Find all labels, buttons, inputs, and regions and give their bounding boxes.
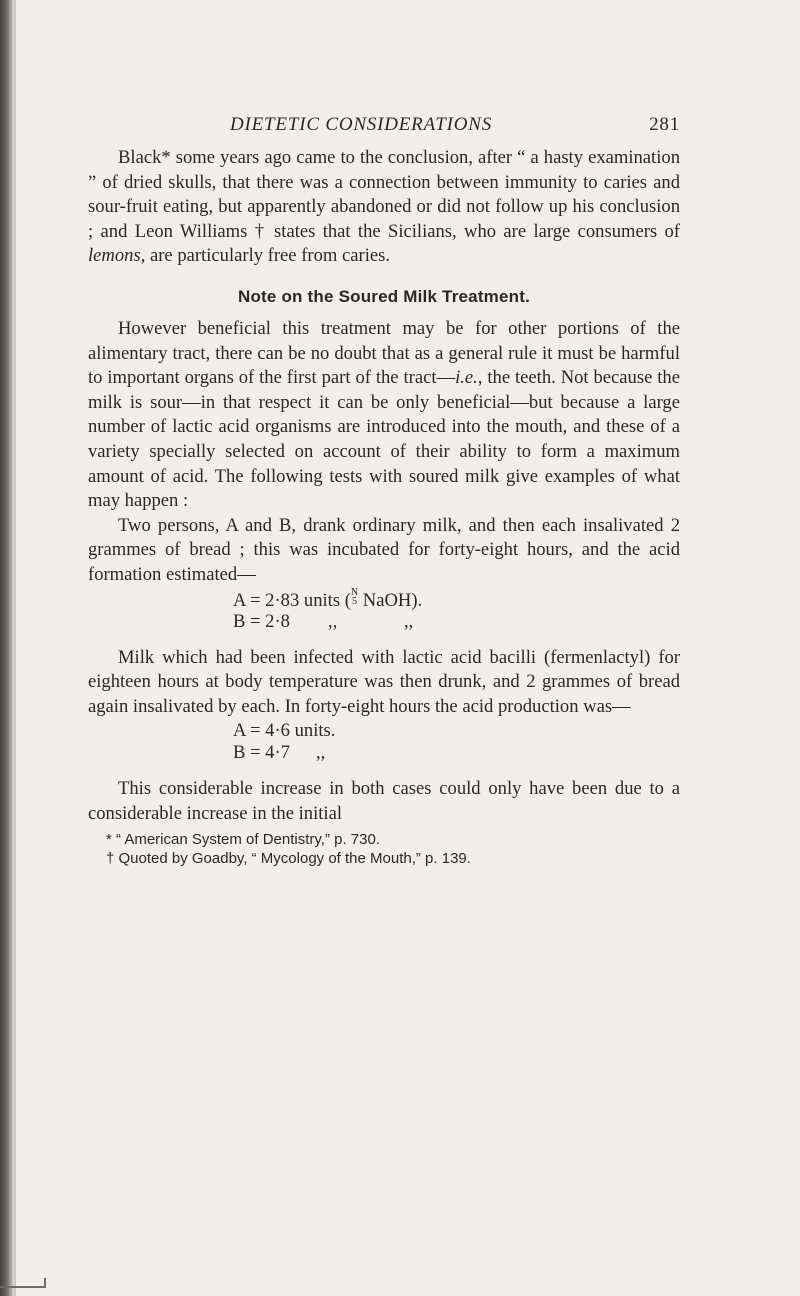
fraction-denominator: 5 [352,595,358,607]
book-page [88,114,680,868]
ditto-mark: ,, [404,610,414,632]
formula-ordinary-milk [88,588,680,636]
paragraph-text-end: the teeth. Not because the milk is sour—in that respect it can be only beneficial—but because a large number of lactic acid organisms are introduced into the mouth, and these of a variety specially selected on account of their ability to form a maximum amount of acid. The following tests with soured milk give examples of what may happen : [88,367,680,512]
formula-line-b: B = 2·8 [233,610,290,632]
footnote-asterisk: * “ American System of Dentistry,” p. 730. [106,831,380,849]
emphasis-ie: i.e., [455,367,483,389]
paragraph-text: Black* some years ago came to the conclusion, after “ a hasty examination ” of dried skulls, that there was a connection between immunity to caries and sour-fruit eating, but apparently abandoned or did not follow up his conclusion ; and Leon Williams † states that the Sicilians, who are large consumers of [88,147,680,242]
fraction-numerator: N [350,586,359,598]
paragraph-soured-milk [88,317,680,514]
emphasis-lemons: lemons [88,245,141,267]
scan-corner-tick [44,1278,46,1288]
paragraph-considerable-increase: This considerable increase in both cases could only have been due to a considerable increase in the initial [88,778,680,824]
paragraph-text: However beneficial this treatment may be for other portions of the alimentary tract, there can be no doubt that as a general rule it must be harmful to important organs of the first part of the tract— [88,317,680,389]
ditto-mark: ,, [316,742,326,764]
formula-line-b: B = 4·7 [233,742,290,764]
formula-a-value: A = 2·83 units ( [233,589,351,611]
scan-corner-mark [0,1286,44,1288]
formula-soured-milk [88,719,680,767]
ditto-mark: ,, [328,610,338,632]
running-head-title: DIETETIC CONSIDERATIONS [230,114,493,135]
page-number: 281 [649,114,680,135]
paragraph-infected-milk: Milk which had been infected with lactic acid bacilli (fermenlactyl) for eighteen hours at body temperature was then drunk, and 2 grammes of bread again insalivated by each. In forty-eight hours the acid production was— [88,646,680,717]
formula-line-a: A = 4·6 units. [233,720,336,742]
section-heading: Note on the Soured Milk Treatment. [237,286,531,306]
page-gutter-edge [14,0,16,1296]
paragraph-text-end: , are particularly free from caries. [140,245,391,267]
paragraph-two-persons: Two persons, A and B, drank ordinary milk, and then each insalivated 2 grammes of bread ; this was incubated for forty-eight hours, and the acid formation estimated— [88,514,680,585]
paragraph-black-caries [88,146,680,269]
formula-a-unit: NaOH). [358,589,423,611]
book-spine-shadow [0,0,14,1296]
footnote-dagger: † Quoted by Goadby, “ Mycology of the Mouth,” p. 139. [106,850,471,868]
running-head [88,114,680,144]
footnotes [88,830,680,868]
